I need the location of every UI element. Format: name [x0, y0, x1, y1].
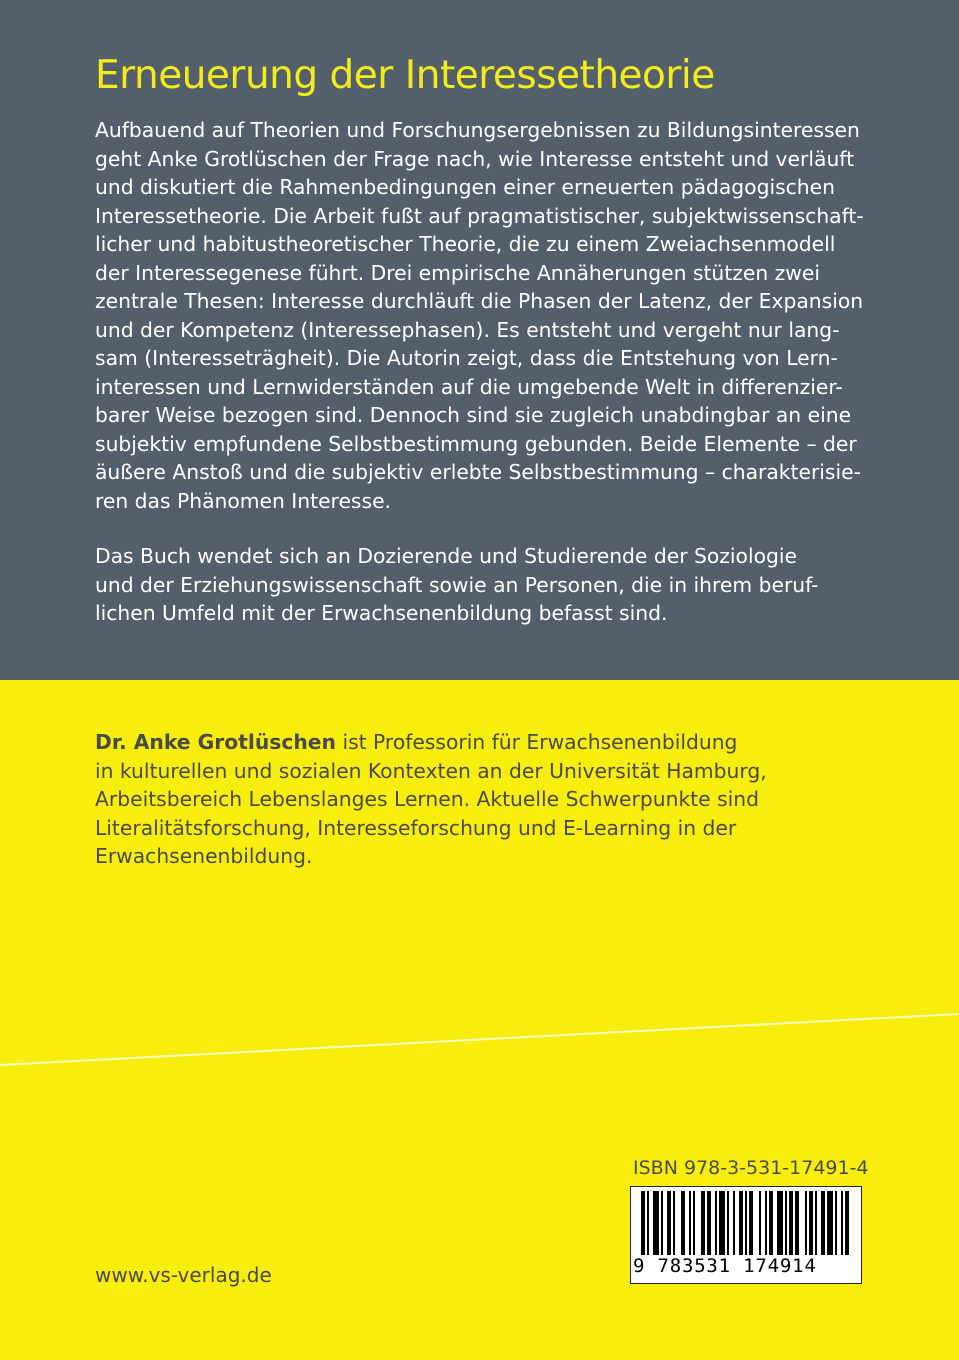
barcode-bar	[733, 1191, 735, 1255]
audience-line: lichen Umfeld mit der Erwachsenenbildung befasst sind.	[95, 601, 668, 625]
barcode-bar	[707, 1191, 711, 1255]
barcode-bar	[689, 1191, 691, 1255]
description-line: der Interessegenese führt. Drei empirische Annäherungen stützen zwei	[95, 260, 821, 285]
barcode-digits: 9 783531 174914	[633, 1255, 817, 1277]
barcode-bar	[701, 1191, 705, 1255]
barcode-bar	[739, 1191, 743, 1255]
barcode-bar	[745, 1191, 747, 1255]
barcode-bar	[769, 1191, 773, 1255]
publisher-website: www.vs-verlag.de	[95, 1263, 272, 1287]
description-line: Aufbauend auf Theorien und Forschungsergebnissen zu Bildungsinteressen	[95, 118, 860, 142]
barcode-bar	[719, 1191, 725, 1255]
barcode-bar	[821, 1191, 825, 1255]
bio-line: Literalitätsforschung, Interesseforschung und E-Learning in der	[95, 815, 737, 840]
barcode-bar	[759, 1191, 761, 1255]
author-bio	[95, 728, 767, 871]
barcode-bar	[785, 1191, 787, 1255]
audience-line: Das Buch wendet sich an Dozierende und Studierende der Soziologie	[95, 544, 797, 568]
barcode-bar	[727, 1191, 729, 1255]
audience-paragraph	[95, 542, 819, 628]
description-line: äußere Anstoß und die subjektiv erlebte Selbstbestimmung – charakterisie-	[95, 460, 861, 484]
barcode-bar	[715, 1191, 717, 1255]
barcode-bar	[795, 1191, 799, 1255]
barcode-bar	[815, 1191, 817, 1255]
description-line: sam (Interesseträgheit). Die Autorin zeigt, dass die Entstehung von Lern-	[95, 346, 838, 370]
barcode-bar	[749, 1191, 753, 1255]
description-line: Interessetheorie. Die Arbeit fußt auf pragmatistischer, subjektwissenschaft-	[95, 203, 864, 228]
barcode-bar	[827, 1191, 833, 1255]
bio-line	[95, 728, 767, 757]
description-line: und diskutiert die Rahmenbedingungen einer erneuerten pädagogischen	[95, 175, 835, 199]
description-line: geht Anke Grotlüschen der Frage nach, wie Interesse entsteht und verläuft	[95, 146, 855, 171]
barcode-bar	[667, 1191, 671, 1255]
bio-line: in kulturellen und sozialen Kontexten an der Universität Hamburg,	[95, 758, 767, 783]
barcode-bar	[681, 1191, 685, 1255]
barcode-bar	[841, 1191, 843, 1255]
description-paragraph	[95, 116, 864, 515]
barcode-bar	[647, 1191, 649, 1255]
description-line: barer Weise bezogen sind. Dennoch sind sie zugleich unabdingbar an eine	[95, 403, 852, 427]
isbn-label: ISBN 978-3-531-17491-4	[633, 1157, 869, 1179]
bio-line: Arbeitsbereich Lebenslanges Lernen. Aktuelle Schwerpunkte sind	[95, 787, 759, 811]
description-line: und der Kompetenz (Interessephasen). Es entsteht und vergeht nur lang-	[95, 317, 840, 342]
description-line: interessen und Lernwiderständen auf die umgebende Welt in differenzier-	[95, 374, 843, 399]
barcode-bar	[641, 1191, 645, 1255]
bio-first-line-text: ist Professorin für Erwachsenenbildung	[336, 730, 738, 754]
barcode-bar	[765, 1191, 767, 1255]
description-line: subjektiv empfundene Selbstbestimmung gebunden. Beide Elemente – der	[95, 431, 857, 456]
audience-line: und der Erziehungswissenschaft sowie an Personen, die in ihrem beruf-	[95, 572, 819, 597]
barcode-bar	[673, 1191, 675, 1255]
barcode-bar	[809, 1191, 813, 1255]
barcode-bar	[693, 1191, 695, 1255]
author-name: Dr. Anke Grotlüschen	[95, 730, 336, 754]
barcode-bar	[789, 1191, 793, 1255]
description-line: zentrale Thesen: Interesse durchläuft die Phasen der Latenz, der Expansion	[95, 289, 864, 313]
barcode-bar	[845, 1191, 849, 1255]
description-line: ren das Phänomen Interesse.	[95, 488, 391, 513]
barcode-bar	[653, 1191, 659, 1255]
book-title: Erneuerung der Interessetheorie	[95, 53, 715, 98]
barcode-bar	[835, 1191, 837, 1255]
bio-line: Erwachsenenbildung.	[95, 844, 313, 868]
barcode-bar	[777, 1191, 783, 1255]
description-line: licher und habitustheoretischer Theorie, die zu einem Zweiachsenmodell	[95, 232, 836, 256]
barcode-bar	[805, 1191, 807, 1255]
barcode-bar	[661, 1191, 663, 1255]
